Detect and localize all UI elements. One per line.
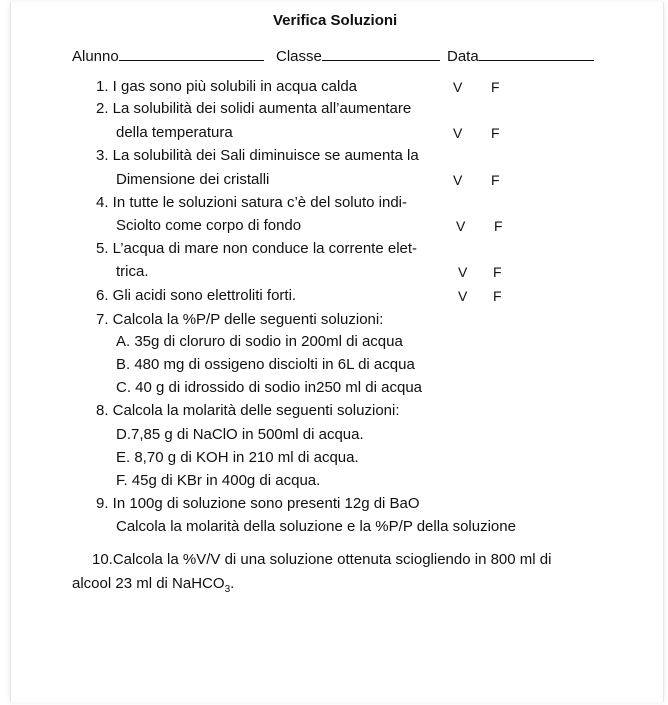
question-10-line-1: 10.Calcola la %V/V di una soluzione ottenuta sciogliendo in 800 ml di (92, 551, 552, 568)
question-9-line-2: Calcola la molarità della soluzione e la %P/P della soluzione (116, 518, 516, 535)
data-label (447, 46, 594, 66)
question-10-line-2 (72, 575, 234, 593)
false-option-6[interactable]: F (493, 288, 502, 304)
question-8-item-e: E. 8,70 g di KOH in 210 ml di acqua. (116, 449, 359, 466)
true-option-3[interactable]: V (453, 172, 463, 188)
question-10-subscript: 3 (224, 584, 231, 595)
question-7-item-c: C. 40 g di idrossido di sodio in250 ml di acqua (116, 379, 423, 396)
classe-blank[interactable] (322, 46, 440, 61)
false-option-3[interactable]: F (491, 172, 500, 188)
question-8-item-f: F. 45g di KBr in 400g di acqua. (116, 472, 321, 489)
question-6: 6. Gli acidi sono elettroliti forti. (96, 287, 297, 304)
question-10-text: alcool 23 ml di NaHCO (72, 575, 225, 592)
alunno-text: Alunno (72, 48, 119, 65)
false-option-5[interactable]: F (493, 264, 502, 280)
question-5-line-2: trica. (116, 263, 149, 280)
question-4-line-1: 4. In tutte le soluzioni satura c’è del soluto indi- (96, 194, 408, 211)
alunno-blank[interactable] (119, 46, 264, 61)
question-9-line-1: 9. In 100g di soluzione sono presenti 12g di BaO (96, 495, 420, 512)
question-2-line-2: della temperatura (116, 124, 233, 141)
alunno-label (72, 46, 264, 66)
false-option-1[interactable]: F (491, 79, 500, 95)
classe-label (276, 46, 440, 66)
question-2-line-1: 2. La solubilità dei solidi aumenta all’aumentare (96, 100, 412, 117)
false-option-4[interactable]: F (494, 218, 503, 234)
false-option-2[interactable]: F (491, 125, 500, 141)
true-option-6[interactable]: V (458, 288, 468, 304)
classe-text: Classe (276, 48, 322, 65)
question-10-end: . (230, 575, 235, 592)
data-text: Data (447, 48, 479, 65)
true-option-1[interactable]: V (453, 79, 463, 95)
question-7-item-a: A. 35g di cloruro di sodio in 200ml di acqua (116, 333, 403, 350)
question-7: 7. Calcola la %P/P delle seguenti soluzioni: (96, 311, 384, 328)
question-7-item-b: B. 480 mg di ossigeno disciolti in 6L di acqua (116, 356, 415, 373)
question-4-line-2: Sciolto come corpo di fondo (116, 217, 302, 234)
question-3-line-1: 3. La solubilità dei Sali diminuisce se aumenta la (96, 147, 419, 164)
question-8-item-d: D.7,85 g di NaClO in 500ml di acqua. (116, 426, 364, 443)
true-option-4[interactable]: V (456, 218, 466, 234)
data-blank[interactable] (479, 46, 594, 61)
true-option-2[interactable]: V (453, 125, 463, 141)
question-8: 8. Calcola la molarità delle seguenti soluzioni: (96, 402, 400, 419)
question-1: 1. I gas sono più solubili in acqua calda (96, 78, 358, 95)
page-title: Verifica Soluzioni (273, 12, 398, 29)
question-5-line-1: 5. L’acqua di mare non conduce la corrente elet- (96, 240, 418, 257)
question-3-line-2: Dimensione dei cristalli (116, 171, 270, 188)
true-option-5[interactable]: V (458, 264, 468, 280)
